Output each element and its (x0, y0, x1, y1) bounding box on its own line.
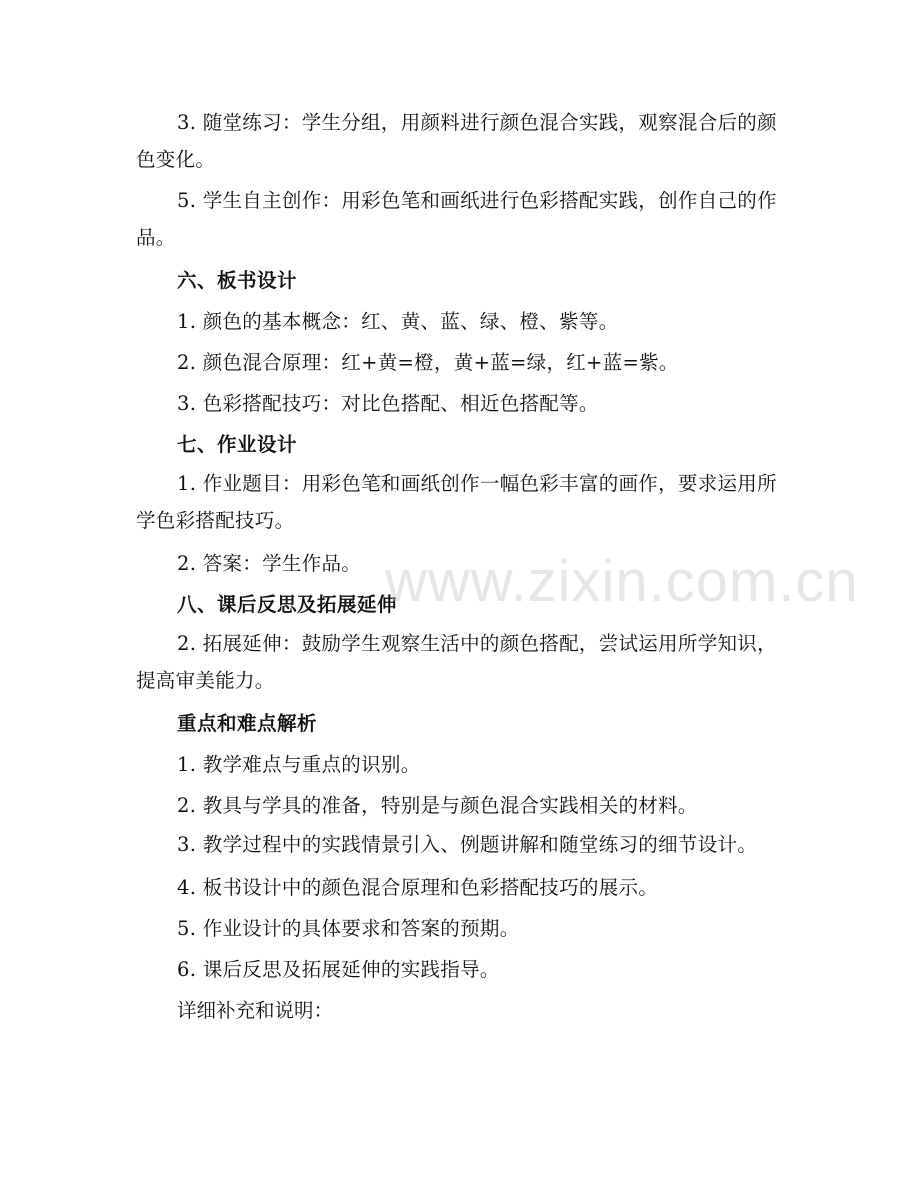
supplement-heading: 详细补充和说明： (177, 999, 334, 1022)
key-point-item-6: 6. 课后反思及拓展延伸的实践指导。 (177, 958, 500, 981)
reflection-item-2: 2. 拓展延伸：鼓励学生观察生活中的颜色搭配，尝试运用所学知识，提高审美能力。 (136, 632, 777, 692)
section-heading-blackboard: 六、板书设计 (177, 269, 298, 292)
section-heading-homework: 七、作业设计 (177, 433, 298, 456)
section-heading-reflection: 八、课后反思及拓展延伸 (177, 593, 398, 616)
blackboard-item-3: 3. 色彩搭配技巧：对比色搭配、相近色搭配等。 (177, 392, 599, 415)
section-heading-key-points: 重点和难点解析 (177, 712, 318, 735)
paragraph-create: 5. 学生自主创作：用彩色笔和画纸进行色彩搭配实践，创作自己的作品。 (136, 189, 777, 249)
key-point-item-3: 3. 教学过程中的实践情景引入、例题讲解和随堂练习的细节设计。 (177, 833, 758, 856)
homework-item-1: 1. 作业题目：用彩色笔和画纸创作一幅色彩丰富的画作，要求运用所学色彩搭配技巧。 (136, 472, 777, 532)
key-point-item-4: 4. 板书设计中的颜色混合原理和色彩搭配技巧的展示。 (177, 876, 659, 899)
key-point-item-5: 5. 作业设计的具体要求和答案的预期。 (177, 917, 520, 940)
blackboard-item-2: 2. 颜色混合原理：红+黄=橙，黄+蓝=绿，红+蓝=紫。 (177, 351, 679, 374)
watermark-text: www.zixin.com.cn (385, 549, 859, 614)
key-point-item-1: 1. 教学难点与重点的识别。 (177, 753, 421, 776)
key-point-item-2: 2. 教具与学具的准备，特别是与颜色混合实践相关的材料。 (177, 794, 698, 817)
blackboard-item-1: 1. 颜色的基本概念：红、黄、蓝、绿、橙、紫等。 (177, 310, 619, 333)
homework-item-2: 2. 答案：学生作品。 (177, 552, 362, 575)
paragraph-practice: 3. 随堂练习：学生分组，用颜料进行颜色混合实践，观察混合后的颜色变化。 (136, 111, 777, 171)
document-body (136, 104, 782, 1031)
